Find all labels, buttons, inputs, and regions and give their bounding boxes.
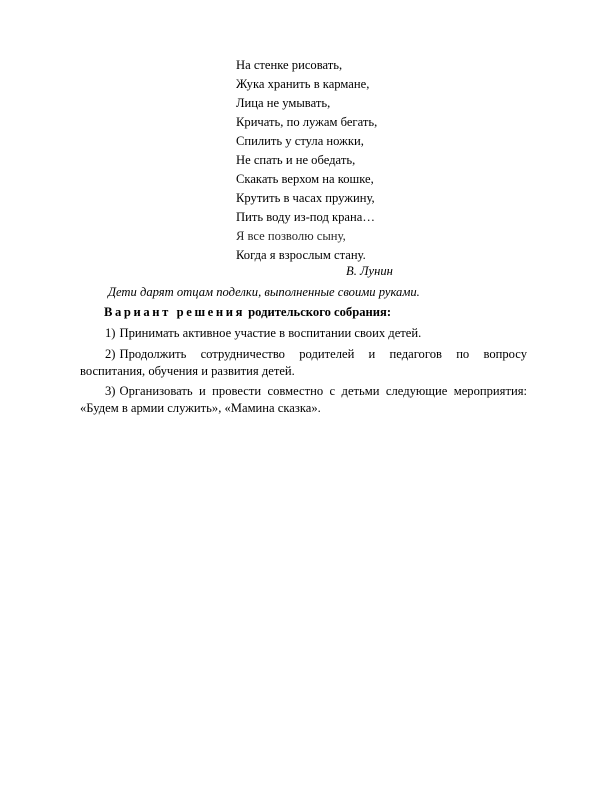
poem-line: Когда я взрослым стану. (236, 248, 366, 262)
decision-heading (104, 305, 544, 320)
decision-item-number: 3) (105, 384, 116, 398)
decision-item-text: Организовать и провести совместно с детьми следующие мероприятия: «Будем в армии служить», «Мамина сказка». (80, 384, 527, 415)
poem-line: Крутить в часах пружину, (236, 191, 375, 205)
poem-line: Не спать и не обедать, (236, 153, 356, 167)
poem-line: Кричать, по лужам бегать, (236, 115, 378, 129)
poem-line: Жука хранить в кармане, (236, 77, 370, 91)
decision-item (80, 383, 527, 417)
poem-line: Лица не умывать, (236, 96, 331, 110)
poem-line: На стенке рисовать, (236, 58, 343, 72)
poem-author: В. Лунин (346, 264, 393, 278)
decision-item (80, 325, 527, 342)
decision-item-number: 1) (105, 326, 116, 340)
poem-line: Пить воду из-под крана… (236, 210, 375, 224)
poem (236, 56, 436, 265)
poem-line: Спилить у стула ножки, (236, 134, 364, 148)
decision-heading-rest: родительского собрания: (248, 305, 392, 319)
decision-item-number: 2) (105, 347, 116, 361)
decision-item (80, 346, 527, 380)
poem-line: Я все позволю сыну, (236, 229, 346, 243)
poem-line: Скакать верхом на кошке, (236, 172, 374, 186)
dedication-text: Дети дарят отцам поделки, выполненные своими руками. (108, 285, 420, 299)
decision-item-text: Продолжить сотрудничество родителей и педагогов по вопросу воспитания, обучения и развития детей. (80, 347, 527, 378)
decision-heading-spaced: Вариант решения (104, 305, 245, 319)
decision-item-text: Принимать активное участие в воспитании своих детей. (119, 326, 422, 340)
